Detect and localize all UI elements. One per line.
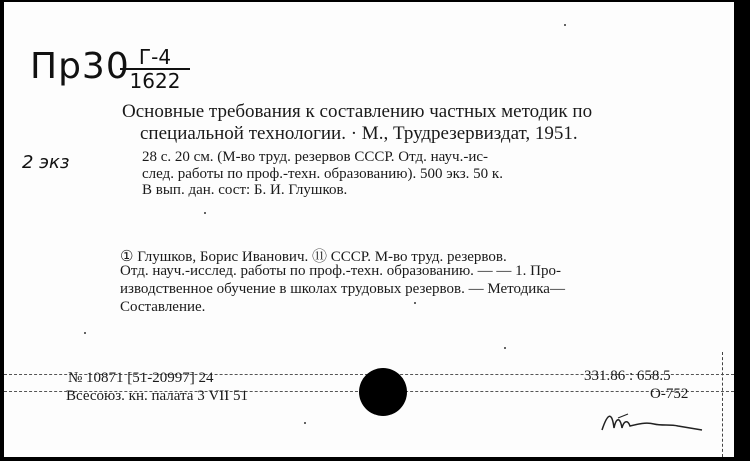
title-line-1: Основные требования к составлению частных методик по [122, 101, 593, 122]
description-line-3: В вып. дан. сост: Б. И. Глушков. [142, 182, 348, 198]
speck [504, 347, 506, 349]
shelf-mark-top: Г-4 [120, 46, 190, 70]
speck [84, 332, 86, 334]
speck [414, 302, 416, 304]
author-mark: О-752 [650, 386, 689, 402]
footer-registration-number: № 10871 [51-20997] 24 [68, 370, 214, 386]
right-border [736, 0, 750, 461]
speck [304, 422, 306, 424]
speck [204, 212, 206, 214]
edge-dashed-line [722, 352, 723, 457]
signature-scribble [598, 404, 708, 440]
description-line-2: след. работы по проф.-техн. образованию). 500 экз. 50 к. [142, 166, 503, 182]
speck [564, 24, 566, 26]
subject-line-4: Составление. [120, 299, 206, 315]
title-line-2: специальной технологии. · М., Трудрезервиздат, 1951. [140, 123, 578, 144]
description-line-1: 28 с. 20 см. (М-во труд. резервов СССР. Отд. науч.-ис- [142, 149, 489, 165]
subject-line-2: Отд. науч.-исслед. работы по проф.-техн. образованию. — — 1. Про- [120, 263, 561, 279]
subject-line-1: ① Глушков, Борис Иванович. ⑪ СССР. М-во труд. резервов. [120, 249, 507, 265]
call-number: Пр30 [30, 46, 130, 87]
punch-hole [359, 368, 407, 416]
classification-index: 331.86 : 658.5 [584, 368, 671, 384]
footer-book-chamber: Всесоюз. кн. палата 3 VII 51 [66, 388, 249, 404]
shelf-mark [120, 46, 190, 92]
copies-handwritten-note: 2 экз [22, 152, 70, 173]
subject-line-3: изводственное обучение в школах трудовых резервов. — Методика— [120, 281, 565, 297]
catalog-card [4, 2, 734, 457]
shelf-mark-bottom: 1622 [129, 69, 181, 93]
